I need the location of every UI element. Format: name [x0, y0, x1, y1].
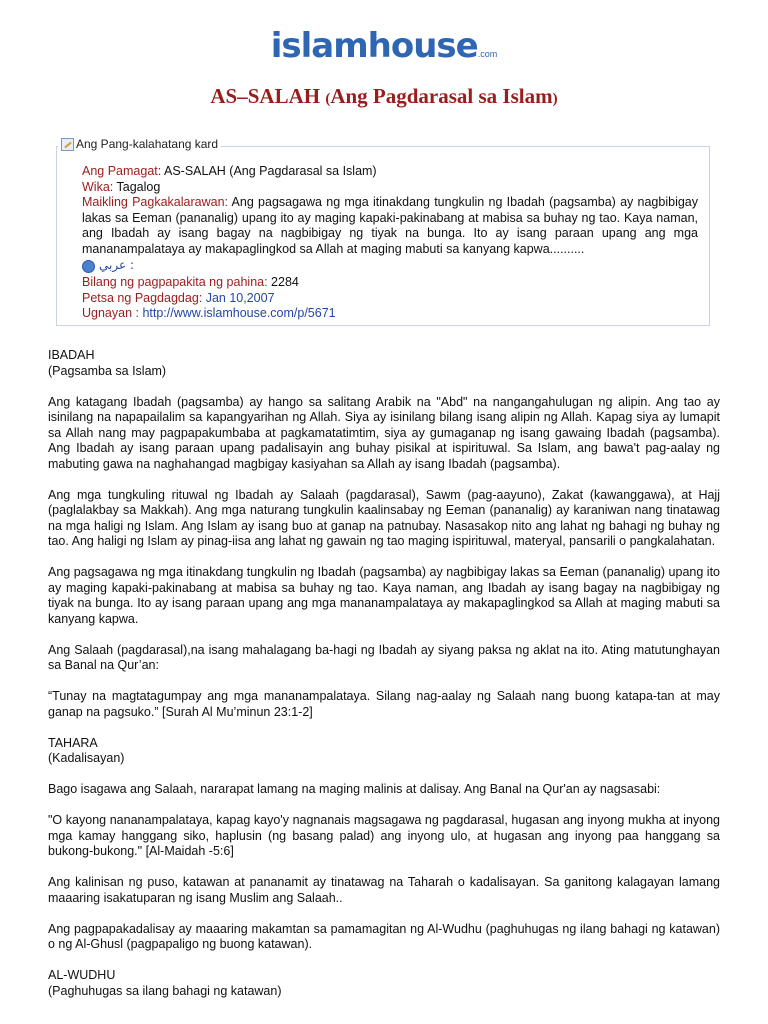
card-body: [82, 164, 698, 322]
section-heading-title: IBADAH: [48, 348, 95, 362]
site-logo[interactable]: [0, 26, 768, 66]
card-legend-label: Ang Pang-kalahatang kard: [76, 137, 219, 151]
card-url-link[interactable]: http://www.islamhouse.com/p/5671: [138, 306, 336, 320]
paragraph: Bago isagawa ang Salaah, nararapat lamang na maging malinis at dalisay. Ang Banal na Qur'an ay nagsasabi:: [48, 782, 661, 796]
edit-icon: [61, 138, 74, 151]
card-date-row: [82, 291, 698, 307]
card-date-label: Petsa ng Pagdagdag:: [82, 290, 203, 305]
section-heading: [48, 968, 720, 999]
paragraph: Ang pagpapakadalisay ay maaaring makamtan sa pamamagitan ng Al-Wudhu (paghuhugas ng ilang bahagi ng katawan) o ng Al-Ghusl (pagpapaligo ng buong katawan).: [48, 921, 720, 951]
card-description-label: Maikling Pagkakalarawan:: [82, 195, 228, 209]
article-content: [48, 348, 720, 1015]
page-title: [0, 84, 768, 109]
paragraph: Ang katagang Ibadah (pagsamba) ay hango sa salitang Arabik na "Abd" na nangangahulugan ng alipin. Ang tao ay isinilang na napapailalim sa kapangyarihan ng Allah. Siya ay isinilang bilang isang alipin ng Allah. Kapag siya ay lumapit sa Allah nang may pagpapakumbaba at pagkamatatimtim, siya ay gumaganap ng isang gawaing Ibadah (pagsamba). Ang Ibadah ay isang paraan upang padalisayin ang buhay pisikal at ispirituwal. Sa Islam, ang bawa't pag-aalay ng mabuting gawa na naghahangad magbigay kasiyahan sa Allah ay isang Ibadah (pagsamba).: [48, 394, 720, 471]
card-title-value: AS-SALAH (Ang Pagdarasal sa Islam): [161, 164, 377, 178]
logo-suffix: .com: [477, 49, 498, 59]
title-open-paren: (: [325, 91, 331, 107]
card-title-row: [82, 164, 698, 180]
arabic-version-link[interactable]: عربي :: [99, 258, 134, 273]
section-heading: [48, 736, 720, 767]
card-url-row: [82, 306, 698, 322]
section-heading: [48, 348, 720, 379]
title-main: AS–SALAH: [210, 84, 321, 108]
card-views-label: Bilang ng pagpapakita ng pahina:: [82, 275, 268, 289]
section-heading-subtitle: (Kadalisayan): [48, 751, 125, 765]
logo-text: islamhouse: [270, 26, 478, 66]
section-heading-title: AL-WUDHU: [48, 968, 116, 982]
card-views-value: 2284: [267, 275, 299, 289]
card-description-row: [82, 195, 698, 257]
card-language-value: Tagalog: [113, 179, 161, 194]
card-language-label: Wika:: [82, 179, 114, 194]
title-subtitle: Ang Pagdarasal sa Islam: [330, 84, 553, 108]
section-heading-title: TAHARA: [48, 735, 98, 750]
paragraph: Ang mga tungkuling rituwal ng Ibadah ay Salaah (pagdarasal), Sawm (pag-aayuno), Zakat (kawanggawa), at Hajj (paglalakbay sa Makkah). Ang mga naturang tungkulin kaalinsabay ng Eeman (pananalig) ay karaniwan nang tinatawag na mga haligi ng Islam. Ang Islam ay isang buo at ganap na patnubay. Nasasakop nito ang lahat ng bahagi ng buhay ng tao. Ang haligi ng Islam ay pinag-iisa ang lahat ng gawain ng tao maging ispirituwal, materyal, pansarili o pangkalahatan.: [48, 487, 720, 548]
card-description-value: Ang pagsagawa ng mga itinakdang tungkulin ng Ibadah (pagsamba) ay nagbibigay lakas sa Eeman (pananalig) upang ito ay maging kapaki-pakinabang at mabisa sa buhay ng tao. Kaya naman, ang Ibadah ay isang bagay na nagbibigay ng tiyak na bunga. Ito ay isang paraan upang ang mga mananampalataya ay makapaglingkod sa Allah at maging mabuti sa kanyang kapwa..........: [82, 195, 698, 256]
card-legend: [58, 137, 221, 151]
card-views-row: [82, 275, 698, 291]
card-url-label: Ugnayan :: [82, 306, 139, 320]
title-close-paren: ): [552, 91, 558, 107]
paragraph: Ang Salaah (pagdarasal),na isang mahalagang ba-hagi ng Ibadah ay siyang paksa ng aklat na ito. Ating matutunghayan sa Banal na Qur’an:: [48, 642, 720, 672]
section-heading-subtitle: (Pagsamba sa Islam): [48, 363, 167, 378]
arabic-version-row: [82, 257, 698, 275]
quote-paragraph: "O kayong nananampalataya, kapag kayo'y nagnanais magsagawa ng pagdarasal, hugasan ang inyong mukha at inyong mga kamay hanggang siko, haplusin (ng basang palad) ang inyong ulo, at hugasan ang inyong paa hanggang sa bukong-bukong." [Al-Maidah -5:6]: [48, 813, 720, 858]
paragraph: Ang kalinisan ng puso, katawan at pananamit ay tinatawag na Taharah o kadalisayan. Sa ganitong kalagayan lamang maaaring isakatuparan ng isang Muslim ang Salaah..: [48, 875, 720, 905]
paragraph: Ang pagsagawa ng mga itinakdang tungkulin ng Ibadah (pagsamba) ay nagbibigay lakas sa Eeman (pananalig) upang ito ay maging kapaki-pakinabang at mabisa sa buhay ng tao. Kaya naman, ang Ibadah ay isang bagay na nagbibigay ng tiyak na bunga. Ito ay isang paraan upang ang mga mananampalataya ay makapaglingkod sa Allah at maging mabuti sa kanyang kapwa.: [48, 565, 720, 626]
card-date-value: Jan 10,2007: [202, 290, 275, 305]
section-heading-subtitle: (Paghuhugas sa ilang bahagi ng katawan): [48, 983, 282, 998]
card-language-row: [82, 180, 698, 196]
globe-icon: [82, 260, 95, 273]
card-title-label: Ang Pamagat:: [82, 164, 162, 178]
quote-paragraph: “Tunay na magtatagumpay ang mga mananampalataya. Silang nag-aalay ng Salaah nang buong katapa-tan at may ganap na pagsuko.” [Surah Al Mu’minun 23:1-2]: [48, 689, 720, 719]
